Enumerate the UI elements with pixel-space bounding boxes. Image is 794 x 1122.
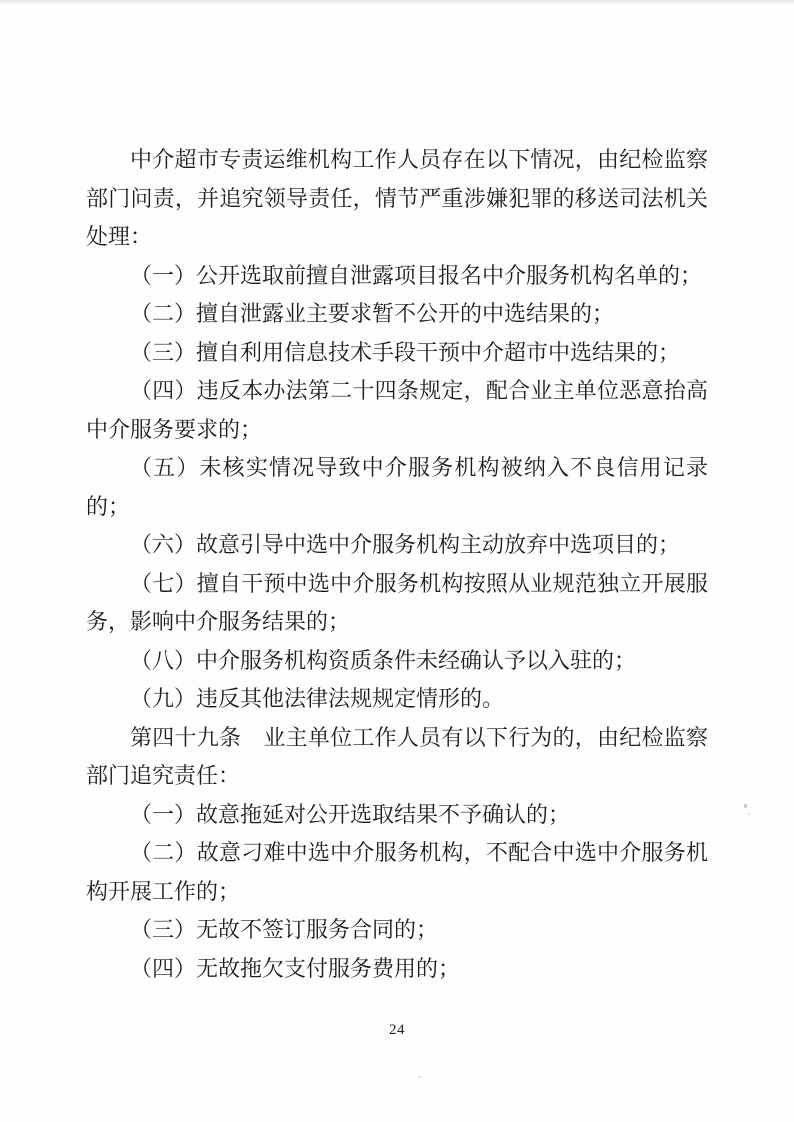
paragraph: （二）故意刁难中选中介服务机构，不配合中选中介服务机构开展工作的； (86, 840, 708, 904)
page-number: 24 (389, 1022, 405, 1038)
paragraph: 中介超市专责运维机构工作人员存在以下情况，由纪检监察部门问责，并追究领导责任，情节严重涉嫌犯罪的移送司法机关处理： (86, 147, 708, 249)
paragraph: （二）擅自泄露业主要求暂不公开的中选结果的； (130, 301, 615, 326)
scan-speck (744, 804, 747, 808)
paragraph: （四）无故拖欠支付服务费用的； (130, 955, 461, 981)
paragraph: （五）未核实情况导致中介服务机构被纳入不良信用记录的； (86, 455, 708, 519)
document-body-text (86, 141, 708, 988)
scan-edge (0, 0, 794, 5)
paragraph: （三）擅自利用信息技术手段干预中介超市中选结果的； (130, 339, 681, 365)
paragraph: （一）故意拖延对公开选取结果不予确认的； (130, 801, 571, 827)
scan-speck (418, 1076, 421, 1078)
paragraph: 第四十九条 业主单位工作人员有以下行为的，由纪检监察部门追究责任： (86, 724, 708, 788)
paragraph: （九）违反其他法律法规规定情形的。 (130, 686, 505, 711)
scan-speck (748, 813, 750, 815)
paragraph: （一）公开选取前擅自泄露项目报名中介服务机构名单的； (130, 262, 703, 288)
paragraph: （七）擅自干预中选中介服务机构按照从业规范独立开展服务，影响中介服务结果的； (86, 570, 708, 634)
paragraph: （六）故意引导中选中介服务机构主动放弃中选项目的； (130, 532, 681, 557)
paragraph: （八）中介服务机构资质条件未经确认予以入驻的； (130, 647, 637, 673)
paragraph: （四）违反本办法第二十四条规定，配合业主单位恶意抬高中介服务要求的； (86, 378, 708, 442)
paragraph: （三）无故不签订服务合同的； (130, 917, 439, 942)
